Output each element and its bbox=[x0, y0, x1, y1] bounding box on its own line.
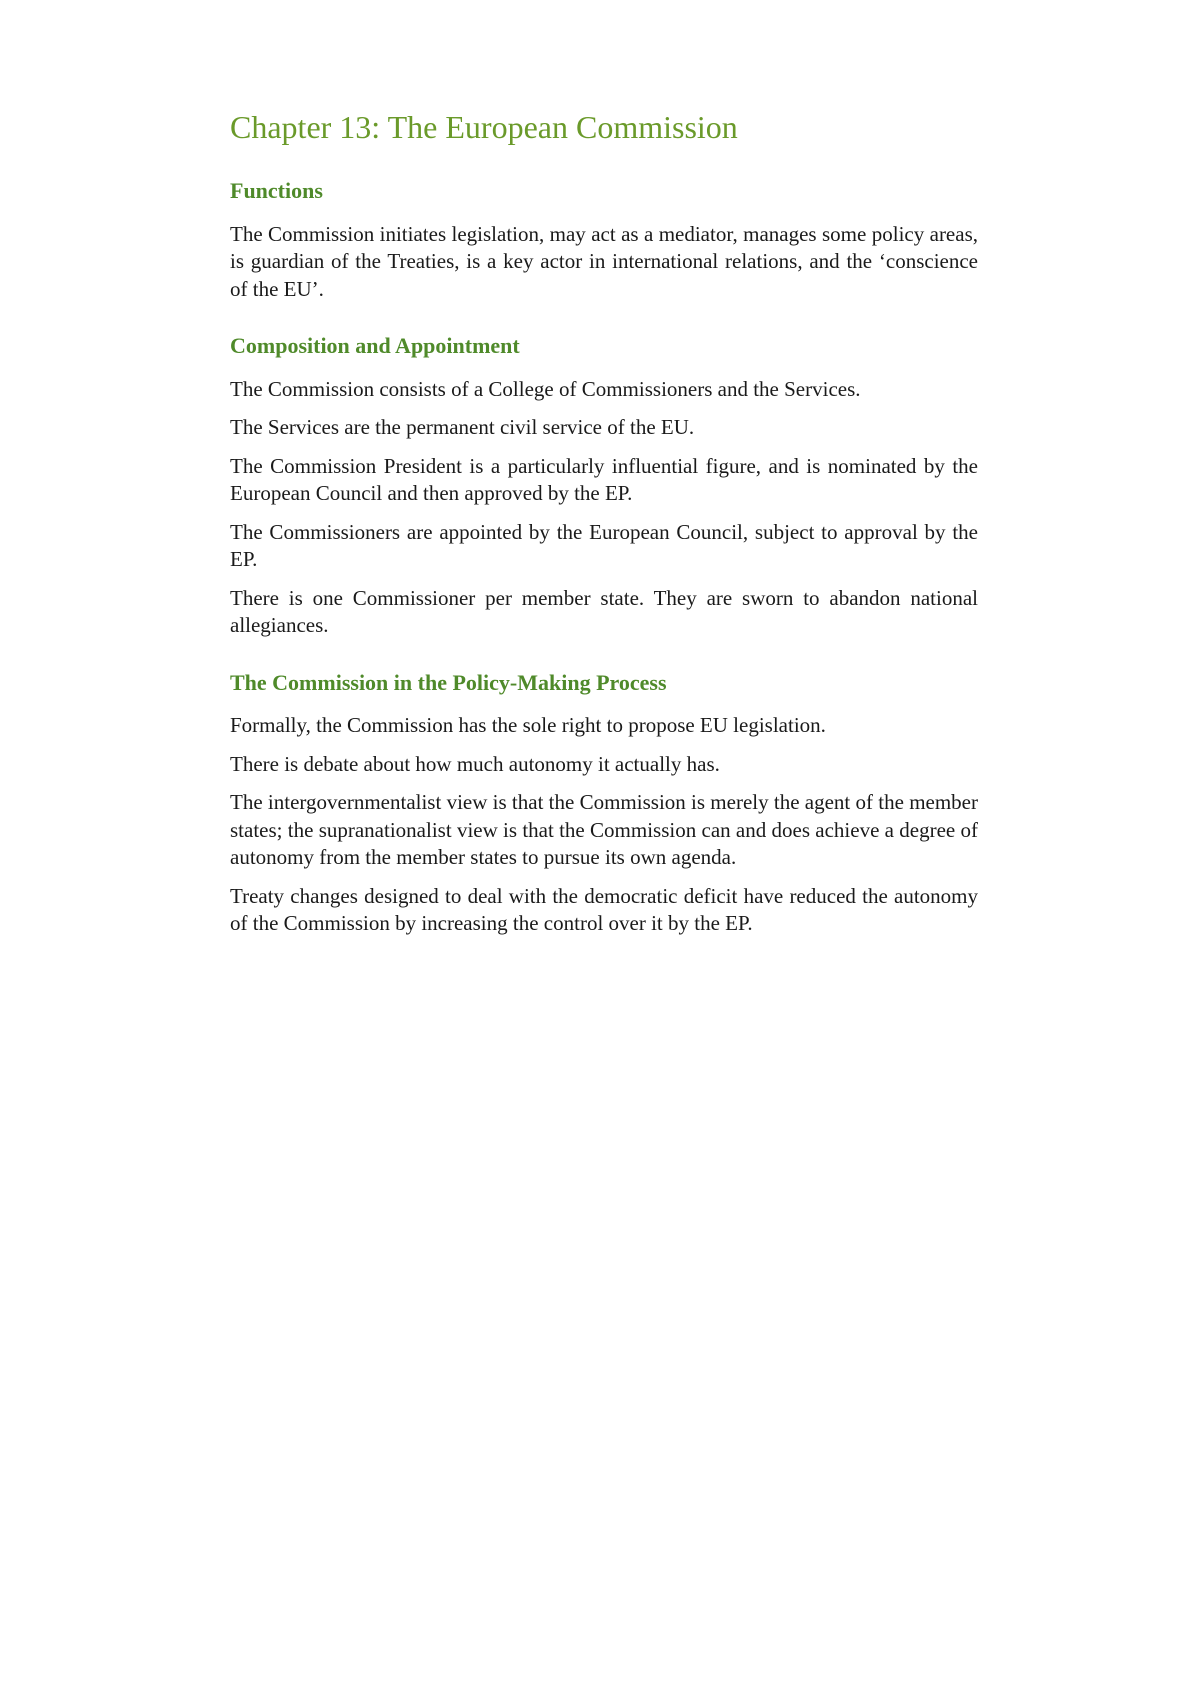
section-functions bbox=[230, 178, 978, 303]
document-page bbox=[230, 108, 978, 968]
paragraph: There is debate about how much autonomy it actually has. bbox=[230, 751, 720, 776]
paragraph: The Services are the permanent civil service of the EU. bbox=[230, 415, 695, 440]
paragraph: The Commission consists of a College of Commissioners and the Services. bbox=[230, 376, 861, 401]
section-heading-composition: Composition and Appointment bbox=[230, 333, 520, 359]
paragraph: There is one Commissioner per member state. They are sworn to abandon national allegiances. bbox=[230, 585, 978, 638]
paragraph: The Commission President is a particularly influential figure, and is nominated by the European Council and then approved by the EP. bbox=[230, 453, 978, 506]
section-heading-functions: Functions bbox=[230, 178, 323, 204]
paragraph: The Commissioners are appointed by the European Council, subject to approval by the EP. bbox=[230, 519, 978, 572]
chapter-title: Chapter 13: The European Commission bbox=[230, 109, 738, 145]
paragraph: The Commission initiates legislation, may act as a mediator, manages some policy areas, is guardian of the Treaties, is a key actor in international relations, and the ‘conscience of the EU’. bbox=[230, 221, 978, 301]
section-composition bbox=[230, 333, 978, 639]
section-policy-making bbox=[230, 670, 978, 938]
paragraph: Formally, the Commission has the sole right to propose EU legislation. bbox=[230, 713, 826, 738]
section-heading-policy-making: The Commission in the Policy-Making Process bbox=[230, 669, 667, 695]
paragraph: The intergovernmentalist view is that the Commission is merely the agent of the member states; the supranationalist view is that the Commission can and does achieve a degree of autonomy from the member states to pursue its own agenda. bbox=[230, 790, 978, 870]
paragraph: Treaty changes designed to deal with the democratic deficit have reduced the autonomy of the Commission by increasing the control over it by the EP. bbox=[230, 883, 978, 936]
